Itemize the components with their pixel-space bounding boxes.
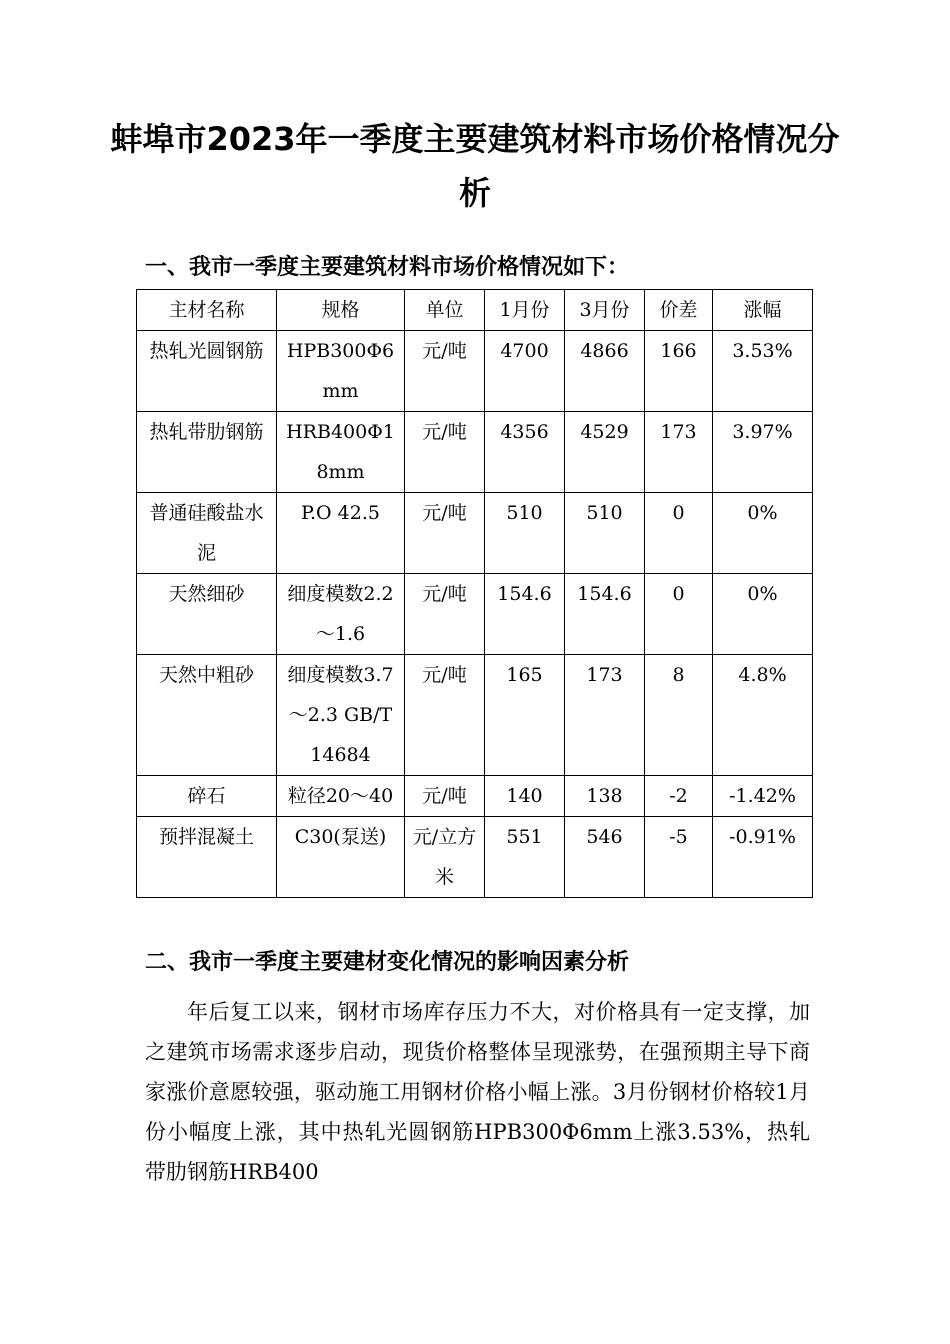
table-row bbox=[137, 817, 813, 898]
table-row bbox=[137, 412, 813, 493]
cell-price-diff: 8 bbox=[645, 655, 713, 776]
table-row bbox=[137, 776, 813, 817]
cell-spec: 粒径20～40 bbox=[277, 776, 405, 817]
cell-material-name: 碎石 bbox=[137, 776, 277, 817]
header-change-pct: 涨幅 bbox=[713, 290, 813, 331]
cell-material-name: 天然中粗砂 bbox=[137, 655, 277, 776]
cell-material-name: 热轧光圆钢筋 bbox=[137, 331, 277, 412]
cell-unit: 元/吨 bbox=[405, 655, 485, 776]
cell-change-pct: 0% bbox=[713, 574, 813, 655]
cell-march: 4866 bbox=[565, 331, 645, 412]
cell-price-diff: -2 bbox=[645, 776, 713, 817]
cell-change-pct: 0% bbox=[713, 493, 813, 574]
cell-january: 551 bbox=[485, 817, 565, 898]
cell-unit: 元/吨 bbox=[405, 574, 485, 655]
header-march: 3月份 bbox=[565, 290, 645, 331]
cell-change-pct: 4.8% bbox=[713, 655, 813, 776]
cell-january: 510 bbox=[485, 493, 565, 574]
document-title: 蚌埠市2023年一季度主要建筑材料市场价格情况分析 bbox=[110, 120, 840, 212]
header-material-name: 主材名称 bbox=[137, 290, 277, 331]
cell-change-pct: 3.53% bbox=[713, 331, 813, 412]
cell-price-diff: 173 bbox=[645, 412, 713, 493]
cell-price-diff: 0 bbox=[645, 574, 713, 655]
header-price-diff: 价差 bbox=[645, 290, 713, 331]
cell-unit: 元/吨 bbox=[405, 331, 485, 412]
table-row bbox=[137, 331, 813, 412]
cell-january: 165 bbox=[485, 655, 565, 776]
header-spec: 规格 bbox=[277, 290, 405, 331]
section-heading-analysis: 二、我市一季度主要建材变化情况的影响因素分析 bbox=[145, 950, 630, 975]
cell-march: 173 bbox=[565, 655, 645, 776]
cell-material-name: 预拌混凝土 bbox=[137, 817, 277, 898]
table-row bbox=[137, 493, 813, 574]
section-heading-prices: 一、我市一季度主要建筑材料市场价格情况如下： bbox=[145, 255, 630, 280]
cell-price-diff: -5 bbox=[645, 817, 713, 898]
cell-march: 510 bbox=[565, 493, 645, 574]
cell-unit: 元/吨 bbox=[405, 412, 485, 493]
header-january: 1月份 bbox=[485, 290, 565, 331]
cell-january: 4700 bbox=[485, 331, 565, 412]
cell-january: 4356 bbox=[485, 412, 565, 493]
cell-change-pct: -0.91% bbox=[713, 817, 813, 898]
header-unit: 单位 bbox=[405, 290, 485, 331]
cell-price-diff: 0 bbox=[645, 493, 713, 574]
cell-change-pct: -1.42% bbox=[713, 776, 813, 817]
cell-spec: 细度模数3.7～2.3 GB/T14684 bbox=[277, 655, 405, 776]
cell-material-name: 热轧带肋钢筋 bbox=[137, 412, 277, 493]
cell-january: 140 bbox=[485, 776, 565, 817]
cell-price-diff: 166 bbox=[645, 331, 713, 412]
table-row bbox=[137, 574, 813, 655]
cell-spec: C30(泵送) bbox=[277, 817, 405, 898]
price-table bbox=[136, 289, 813, 898]
cell-march: 546 bbox=[565, 817, 645, 898]
analysis-paragraph: 年后复工以来，钢材市场库存压力不大，对价格具有一定支撑，加之建筑市场需求逐步启动，现货价格整体呈现涨势，在强预期主导下商家涨价意愿较强，驱动施工用钢材价格小幅上涨。3月份钢材价格较1月份小幅度上涨，其中热轧光圆钢筋HPB300Φ6mm上涨3.53%，热轧带肋钢筋HRB400 bbox=[145, 1000, 810, 1184]
cell-unit: 元/吨 bbox=[405, 493, 485, 574]
cell-spec: HRB400Φ18mm bbox=[277, 412, 405, 493]
cell-material-name: 天然细砂 bbox=[137, 574, 277, 655]
cell-unit: 元/立方米 bbox=[405, 817, 485, 898]
table-row bbox=[137, 655, 813, 776]
cell-march: 154.6 bbox=[565, 574, 645, 655]
cell-january: 154.6 bbox=[485, 574, 565, 655]
cell-unit: 元/吨 bbox=[405, 776, 485, 817]
cell-march: 4529 bbox=[565, 412, 645, 493]
cell-spec: P.O 42.5 bbox=[277, 493, 405, 574]
table-header-row bbox=[137, 290, 813, 331]
cell-spec: HPB300Φ6mm bbox=[277, 331, 405, 412]
cell-spec: 细度模数2.2～1.6 bbox=[277, 574, 405, 655]
cell-march: 138 bbox=[565, 776, 645, 817]
cell-change-pct: 3.97% bbox=[713, 412, 813, 493]
cell-material-name: 普通硅酸盐水泥 bbox=[137, 493, 277, 574]
